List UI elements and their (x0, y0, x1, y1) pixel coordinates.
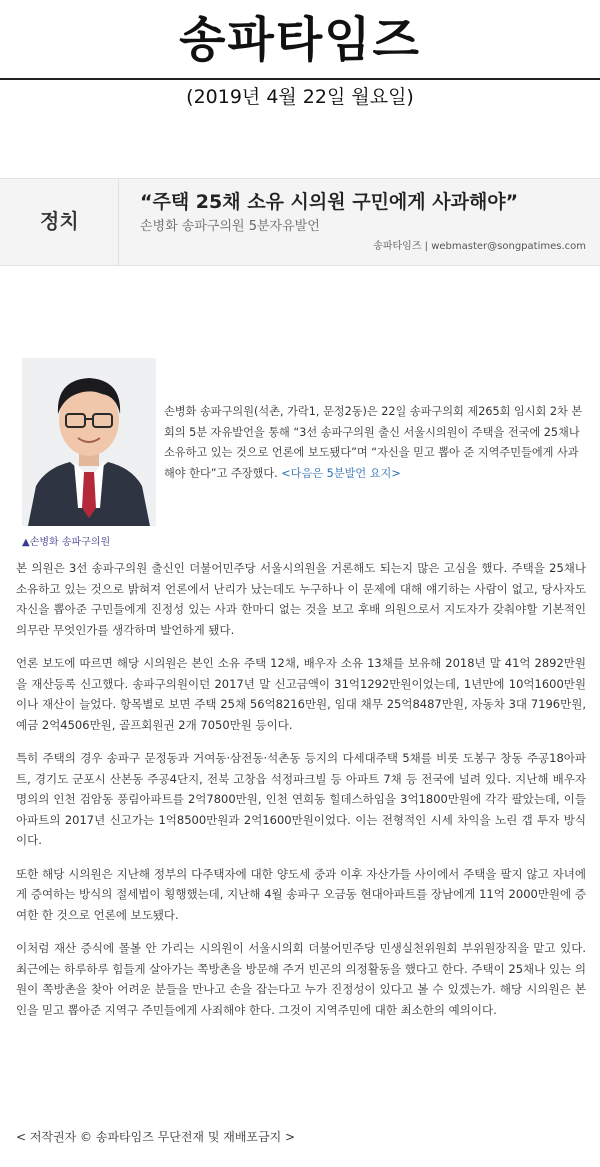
body-paragraph: 또한 해당 시의원은 지난해 정부의 다주택자에 대한 양도세 중과 이후 자산가들 사이에서 주택을 팔지 않고 자녀에게 증여하는 방식의 절세법이 횡행했는데, 지난해 4월 송파구 오금동 현대아파트를 장남에게 11억 2000만원에 증여한 한 것으로 언론에 보도됐다. (16, 866, 586, 922)
article-body (16, 558, 586, 1033)
body-paragraph: 본 의원은 3선 송파구의원 출신인 더불어민주당 서울시의원을 거론해도 되는지 많은 고심을 했다. 주택을 25채나 소유하고 있는 것으로 밝혀져 언론에서 난리가 났는데도 누구하나 이 문제에 대해 얘기하는 사람이 없고, 당사자도 자신을 뽑아준 구민들에게 진정성 있는 사과 한마디 없는 것을 보고 후배 의원으로서 지도자가 갖춰야할 기본적인 의무란 무엇인가를 생각하며 발언하게 됐다. (16, 561, 586, 637)
lead-text: 손병화 송파구의원(석촌, 가락1, 문정2동)은 22일 송파구의회 제265회 임시회 2차 본회의 5분 자유발언을 통해 “3선 송파구의원 출신 서울시의원이 주택을 전국에 25채나 소유하고 있는 것으로 언론에 보도됐다”며 “자신을 믿고 뽑아 준 지역주민들에게 사과해야 한다”고 주장했다. (164, 405, 583, 480)
divider (118, 179, 119, 265)
publication-date: (2019년 4월 22일 월요일) (186, 86, 414, 108)
body-paragraph: 특히 주택의 경우 송파구 문정동과 거여동·삼전동·석촌동 등지의 다세대주택 5채를 비롯 도봉구 창동 주공18아파트, 경기도 군포시 산본동 주공4단지, 전북 고창읍 석정파크빌 등 아파트 7채 등 전국에 널려 있다. 지난해 배우자 명의의 인천 검암동 풍림아파트를 2억7800만원, 인천 연희동 힐데스하임을 3억1800만원에 각각 팔았는데, 이들 아파트의 2017년 신고가는 1억8500만원과 2억1600만원이었다. 이는 전형적인 시세 차익을 노린 갭 투자 방식이다. (16, 751, 586, 847)
article-headline: “주택 25채 소유 시의원 구민에게 사과해야” (140, 191, 519, 213)
speech-summary-link[interactable]: <다음은 5분발언 요지> (281, 466, 401, 480)
portrait-image (22, 358, 156, 526)
photo-caption: ▲손병화 송파구의원 (22, 537, 111, 548)
body-paragraph: 이처럼 재산 증식에 몰볼 안 가리는 시의원이 서울시의회 더불어민주당 민생실천위원회 부위원장직을 맡고 있다. 최근에는 하루하루 힘들게 살아가는 쪽방촌을 방문해 주거 빈곤의 의정활동을 했다고 한다. 주택이 25채나 있는 의원이 쪽방촌을 찾아 어려운 분들을 만나고 손을 잡는다고 누가 진정성이 있다고 볼 수 있겠는가. 해당 시의원은 본인을 믿고 뽑아준 지역구 주민들에게 사죄해야 한다. 그것이 지역주민에 대한 최소한의 예의이다. (16, 941, 586, 1017)
article-lead (164, 402, 584, 484)
newspaper-title[interactable]: 송파타임즈 (179, 12, 421, 68)
masthead (0, 0, 600, 78)
article-header (0, 178, 600, 266)
body-paragraph: 언론 보도에 따르면 해당 시의원은 본인 소유 주택 12채, 배우자 소유 13채를 보유해 2018년 말 41억 2892만원을 재산등록 신고했다. 송파구의원이던 2017년 말 신고금액이 31억1292만원이었는데, 1년만에 10억1600만원이나 재산이 늘었다. 항목별로 보면 주택 25채 56억8216만원, 임대 채무 25억8487만원, 자동차 3대 7196만원, 예금 2억4506만원, 골프회원권 2개 7050만원 등이다. (16, 656, 586, 732)
reporter-photo (22, 358, 156, 526)
article-byline[interactable]: 송파타임즈 | webmaster@songpatimes.com (373, 241, 586, 252)
divider (0, 78, 600, 80)
copyright-notice: < 저작권자 © 송파타임즈 무단전재 및 재배포금지 > (16, 1130, 296, 1144)
section-label[interactable]: 정치 (40, 209, 79, 233)
article-subheadline: 손병화 송파구의원 5분자유발언 (140, 219, 320, 234)
